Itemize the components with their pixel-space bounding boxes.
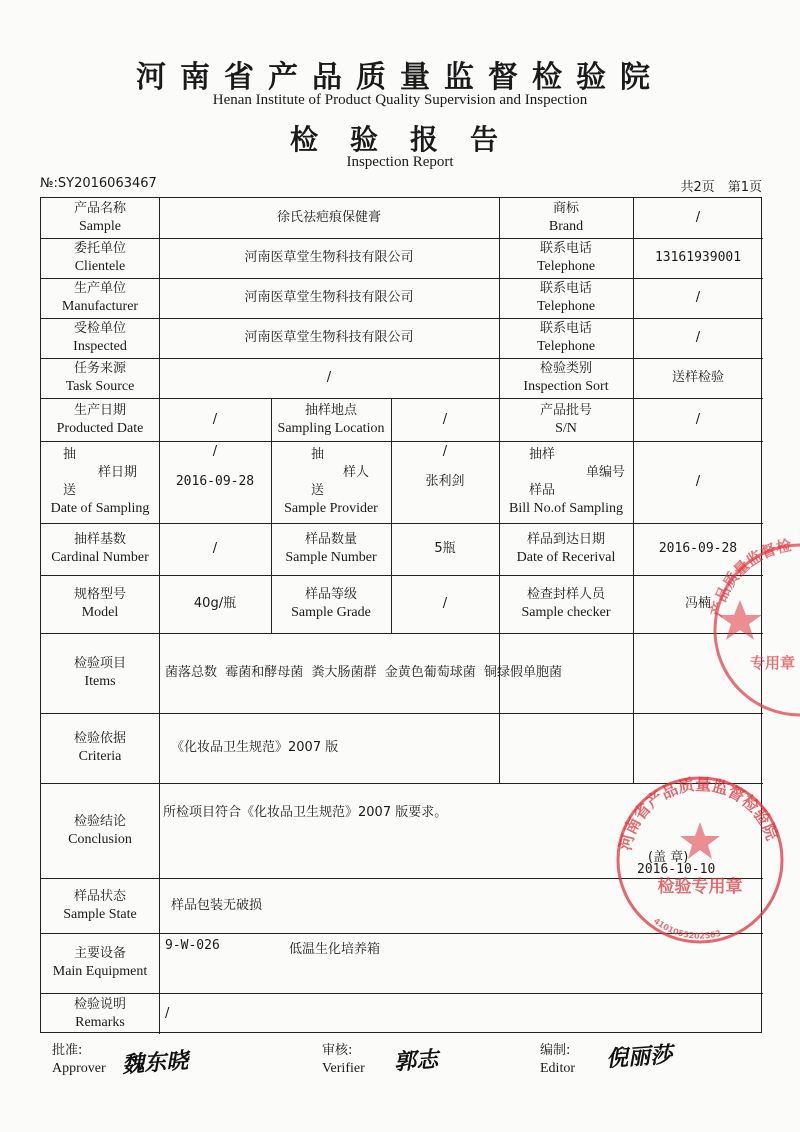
model-label bbox=[41, 575, 159, 633]
conclusion-label bbox=[41, 783, 159, 878]
main-equipment-label bbox=[41, 933, 159, 993]
label-cn: 样品数量 bbox=[304, 532, 357, 547]
sampling-location-value: / bbox=[442, 411, 448, 427]
label-en: Editor bbox=[540, 1061, 575, 1076]
conclusion-value: 所检项目符合《化妆品卫生规范》2007 版要求。 bbox=[163, 805, 448, 820]
edge-seal bbox=[700, 530, 800, 730]
manufacturer-label bbox=[41, 278, 159, 318]
label-cn: 审核: bbox=[322, 1043, 353, 1058]
items-value: 菌落总数 霉菌和酵母菌 粪大肠菌群 金黄色葡萄球菌 铜绿假单胞菌 bbox=[165, 665, 563, 680]
label-cn: 样日期 bbox=[97, 465, 137, 480]
label-en: Items bbox=[84, 674, 116, 689]
cardinal-number-value: / bbox=[212, 541, 218, 556]
sn-value: / bbox=[695, 411, 701, 427]
verifier-label bbox=[322, 1042, 365, 1078]
label-cn: 抽 bbox=[63, 447, 77, 462]
label-en: Inspection Sort bbox=[523, 379, 609, 394]
inspected-label bbox=[41, 318, 159, 358]
value: 2016-09-28 bbox=[175, 474, 255, 489]
label-en: Date of Sampling bbox=[50, 501, 150, 516]
label-en: Verifier bbox=[322, 1061, 365, 1076]
brand-value: / bbox=[695, 210, 701, 225]
produced-date-value: / bbox=[212, 411, 218, 427]
editor-signature: 倪丽莎 bbox=[605, 1041, 673, 1073]
label-cn: 单编号 bbox=[585, 465, 625, 480]
institute-title-cn: 河南省产品质量监督检验院 bbox=[136, 60, 664, 95]
sample-grade-value: / bbox=[442, 596, 448, 611]
official-seal bbox=[600, 760, 800, 960]
label-cn: 产品名称 bbox=[73, 201, 126, 216]
label-en: Date of Recerival bbox=[516, 550, 616, 565]
label-cn: 样品 bbox=[529, 483, 556, 498]
inspected-value: 河南医草堂生物科技有限公司 bbox=[244, 330, 414, 345]
approver-signature: 魏东晓 bbox=[121, 1047, 189, 1079]
telephone-value: 13161939001 bbox=[654, 250, 742, 265]
sample-grade-label bbox=[271, 575, 391, 633]
telephone-value: / bbox=[695, 290, 701, 305]
label-cn: 抽样基数 bbox=[73, 532, 126, 547]
sample-checker-label bbox=[499, 575, 633, 633]
clientele-label bbox=[41, 238, 159, 278]
report-title-en: Inspection Report bbox=[346, 154, 454, 170]
sample-number-label bbox=[271, 523, 391, 575]
label-en: Sample Number bbox=[285, 550, 377, 565]
sample-label bbox=[41, 198, 159, 238]
label-cn: 检验类别 bbox=[539, 361, 592, 376]
label-en: Inspected bbox=[73, 339, 127, 354]
task-source-label bbox=[41, 358, 159, 398]
label-en: Sample Provider bbox=[284, 501, 378, 516]
telephone-value: / bbox=[695, 330, 701, 345]
label-en: Brand bbox=[548, 219, 584, 234]
label-cn: 联系电话 bbox=[539, 241, 592, 256]
criteria-label bbox=[41, 713, 159, 783]
label-cn: 生产单位 bbox=[73, 281, 126, 296]
label-en: Cardinal Number bbox=[51, 550, 149, 565]
label-cn: 任务来源 bbox=[73, 361, 126, 376]
label-cn: 样人 bbox=[342, 465, 369, 480]
value: 张利剑 bbox=[425, 474, 465, 489]
date-of-sampling-label bbox=[41, 441, 159, 523]
sample-value: 徐氏祛疤痕保健膏 bbox=[276, 210, 381, 225]
label-en: Telephone bbox=[536, 299, 596, 314]
label-cn: 受检单位 bbox=[73, 321, 126, 336]
remarks-value: / bbox=[165, 1005, 170, 1021]
label-en: Main Equipment bbox=[52, 964, 148, 979]
inspection-sort-value: 送样检验 bbox=[671, 370, 724, 385]
page-count: 共2页 第1页 bbox=[680, 180, 762, 195]
label-en: Sample bbox=[79, 219, 121, 234]
sampling-location-label bbox=[271, 398, 391, 441]
seal-ring-text: 河南省产品质量监督检验院 bbox=[615, 774, 782, 853]
telephone-label bbox=[499, 318, 633, 358]
model-value: 40g/瓶 bbox=[193, 596, 237, 611]
label-en: Sample Grade bbox=[291, 605, 371, 620]
sample-state-value: 样品包装无破损 bbox=[171, 897, 263, 913]
stamp-note: (盖 章) bbox=[648, 850, 689, 865]
seal-number: 4101055202563 bbox=[651, 916, 722, 941]
label-cn: 抽样 bbox=[529, 447, 556, 462]
value-slash: / bbox=[442, 444, 448, 459]
verifier-signature: 郭志 bbox=[393, 1046, 439, 1076]
label-en: Criteria bbox=[78, 749, 122, 764]
label-en: Producted Date bbox=[56, 420, 144, 436]
label-en: Sampling Location bbox=[277, 420, 385, 436]
task-source-value: / bbox=[326, 370, 332, 385]
label-cn: 抽样地点 bbox=[304, 402, 357, 418]
telephone-label bbox=[499, 238, 633, 278]
edge-seal-ring-text: 产品质量监督检 bbox=[707, 536, 793, 619]
label-cn: 联系电话 bbox=[539, 321, 592, 336]
date-received-value: 2016-09-28 bbox=[658, 541, 738, 556]
sn-label bbox=[499, 398, 633, 441]
date-received-label bbox=[499, 523, 633, 575]
remarks-label bbox=[41, 993, 159, 1034]
date-of-sampling-value bbox=[159, 441, 271, 523]
bill-no-label bbox=[499, 441, 633, 523]
institute-title-en: Henan Institute of Product Quality Supervision and Inspection bbox=[212, 92, 588, 108]
label-cn: 送 bbox=[63, 483, 77, 498]
brand-label bbox=[499, 198, 633, 238]
conclusion-date: 2016-10-10 bbox=[637, 862, 716, 877]
label-cn: 生产日期 bbox=[73, 402, 126, 418]
equipment-name: 低温生化培养箱 bbox=[289, 942, 381, 957]
equipment-code: 9-W-026 bbox=[165, 938, 220, 953]
seal-bottom-text: 检验专用章 bbox=[657, 877, 743, 897]
label-cn: 检查封样人员 bbox=[526, 587, 605, 602]
label-en: Conclusion bbox=[68, 831, 132, 847]
clientele-value: 河南医草堂生物科技有限公司 bbox=[244, 250, 414, 265]
label-cn: 样品状态 bbox=[73, 888, 126, 904]
label-en: Telephone bbox=[536, 259, 596, 274]
label-en: Sample checker bbox=[521, 605, 611, 620]
sample-provider-value bbox=[391, 441, 499, 523]
label-cn: 检验依据 bbox=[73, 731, 126, 746]
label-en: Approver bbox=[52, 1061, 106, 1076]
edge-seal-bottom-text: 专用章 bbox=[750, 654, 796, 672]
manufacturer-value: 河南医草堂生物科技有限公司 bbox=[244, 290, 414, 305]
label-cn: 样品等级 bbox=[304, 587, 357, 602]
label-en: Clientele bbox=[74, 259, 126, 274]
cardinal-number-label bbox=[41, 523, 159, 575]
label-en: Remarks bbox=[75, 1014, 125, 1030]
editor-label bbox=[540, 1042, 575, 1078]
label-en: S/N bbox=[555, 420, 577, 436]
label-cn: 联系电话 bbox=[539, 281, 592, 296]
label-cn: 委托单位 bbox=[73, 241, 126, 256]
report-number: №:SY2016063467 bbox=[40, 176, 157, 191]
telephone-label bbox=[499, 278, 633, 318]
sample-provider-label bbox=[271, 441, 391, 523]
label-cn: 检验结论 bbox=[73, 813, 126, 829]
sample-number-value: 5瓶 bbox=[434, 541, 456, 556]
label-cn: 主要设备 bbox=[73, 946, 126, 961]
sample-state-label bbox=[41, 878, 159, 933]
produced-date-label bbox=[41, 398, 159, 441]
label-cn: 编制: bbox=[540, 1043, 571, 1058]
label-en: Model bbox=[81, 605, 119, 620]
value-slash: / bbox=[212, 444, 218, 459]
sample-checker-value: 冯楠 bbox=[684, 596, 711, 611]
seal-star-icon bbox=[680, 822, 720, 859]
label-cn: 批准: bbox=[52, 1043, 83, 1058]
label-en: Telephone bbox=[536, 339, 596, 354]
label-cn: 送 bbox=[311, 483, 325, 498]
label-cn: 规格型号 bbox=[73, 587, 126, 602]
label-cn: 检验说明 bbox=[73, 996, 126, 1012]
label-cn: 抽 bbox=[311, 447, 325, 462]
criteria-value: 《化妆品卫生规范》2007 版 bbox=[171, 740, 339, 755]
label-en: Bill No.of Sampling bbox=[509, 501, 623, 516]
label-cn: 检验项目 bbox=[73, 656, 126, 671]
label-en: Task Source bbox=[65, 379, 135, 394]
label-cn: 样品到达日期 bbox=[526, 532, 605, 547]
items-label bbox=[41, 633, 159, 713]
label-cn: 商标 bbox=[552, 201, 579, 216]
report-title-cn: 检验报告 bbox=[289, 123, 530, 156]
label-en: Sample State bbox=[63, 906, 137, 922]
inspection-sort-label bbox=[499, 358, 633, 398]
label-cn: 产品批号 bbox=[539, 402, 592, 418]
bill-no-value: / bbox=[695, 474, 701, 489]
label-en: Manufacturer bbox=[61, 299, 139, 314]
approver-label bbox=[52, 1042, 106, 1078]
